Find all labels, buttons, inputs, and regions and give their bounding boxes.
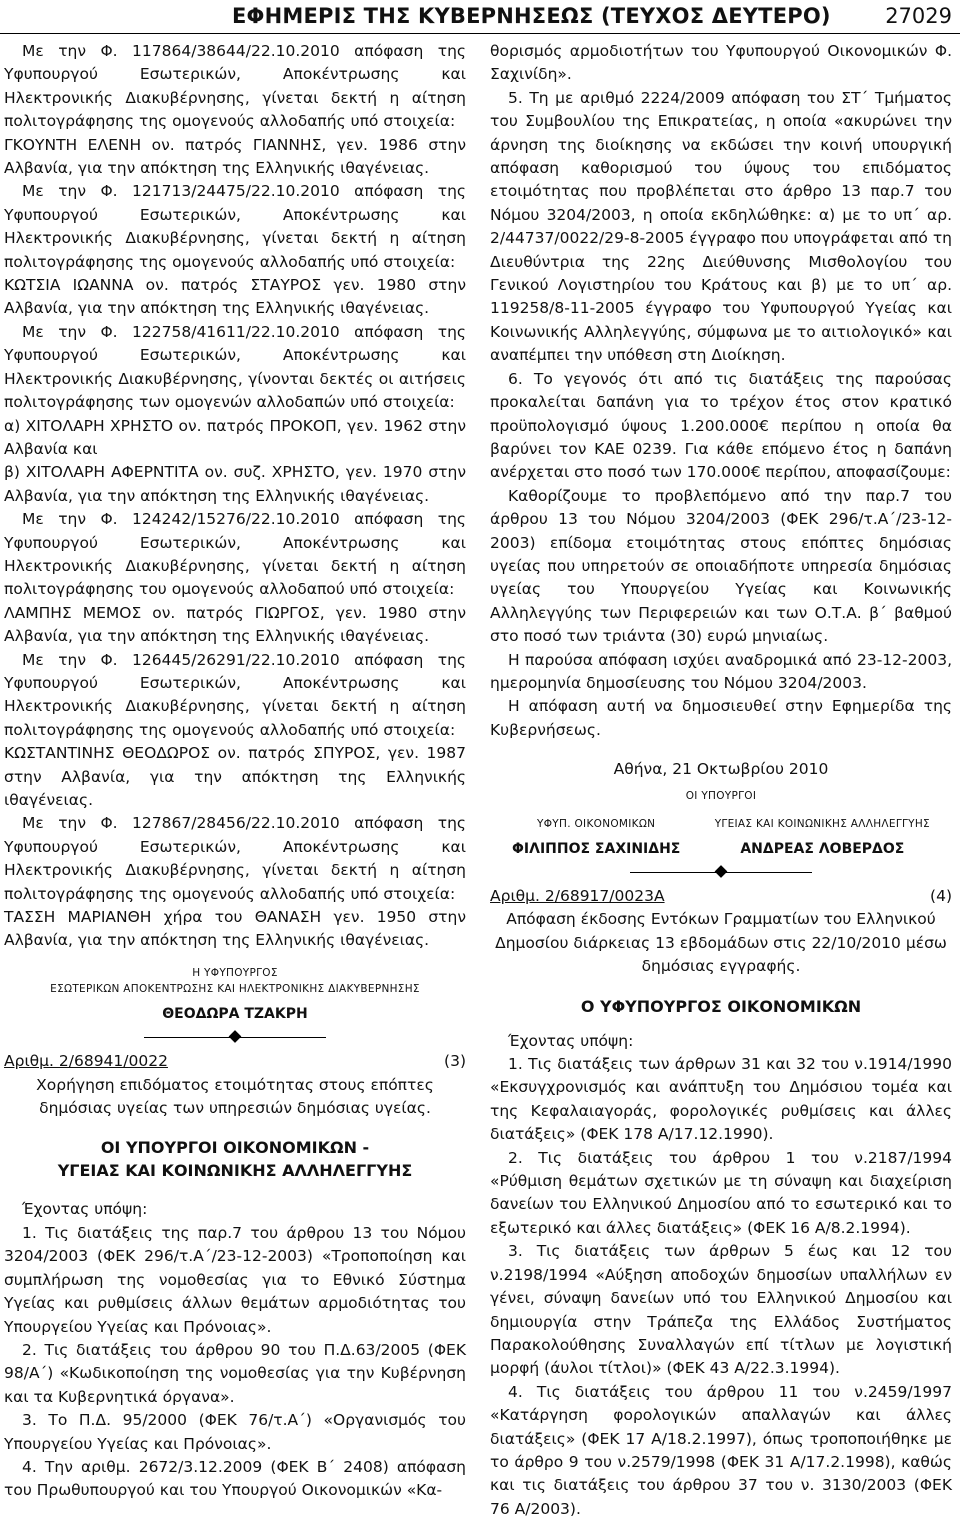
paragraph: Με την Φ. 124242/15276/22.10.2010 απόφαση της Υφυπουργού Εσωτερικών, Αποκέντρωσης και Ηλεκτρονικής Διακυβέρνησης, γίνεται δεκτή η αίτηση πολιτογράφησης του ομογενούς αλλοδαπού υπό στοιχεία: [4, 510, 466, 599]
page-number: 27029 [885, 4, 952, 28]
ministers-heading: ΟΙ ΥΠΟΥΡΓΟΙ ΟΙΚΟΝΟΜΙΚΩΝ - [100, 1138, 370, 1158]
left-column [4, 40, 466, 1503]
page-header [0, 0, 960, 34]
decision-index: (4) [930, 887, 952, 905]
list-item: 1. Τις διατάξεις της παρ.7 του άρθρου 13 του Νόμου 3204/2003 (ΦΕΚ 296/τ.Α΄/23-12-2003) «Τροποποίηση και συμπλήρωση της νομοθεσίας για το Εθνικό Σύστημα Υγείας και ρυθμίσεις άλλων θεμάτων αρμοδιότητας του Υπουργείου Υγείας και Πρόνοιας». [4, 1223, 466, 1336]
decision-number: Αριθμ. 2/68917/0023Α [490, 887, 665, 905]
header-rule [0, 33, 960, 34]
list-item: 1. Τις διατάξεις των άρθρων 31 και 32 του ν.1914/1990 «Εκσυγχρονισμός και ανάπτυξη του Δημόσιου τομέα και της Κεφαλαιαγοράς, φορολογικές ρυθμίσεις και άλλες διατάξεις» (ΦΕΚ 178 Α/17.12.1990). [490, 1055, 952, 1144]
paragraph: ΚΩΣΤΑΝΤΙΝΗΣ ΘΕΟΔΩΡΟΣ ον. πατρός ΣΠΥΡΟΣ, γεν. 1987 στην Αλβανία, για την απόκτηση της Ελληνικής ιθαγένειας. [4, 744, 466, 809]
paragraph: Καθορίζουμε το προβλεπόμενο από την παρ.7 του άρθρου 13 του Νόμου 3204/2003 (ΦΕΚ 296/τ.Α΄/23-12-2003) επίδομα ετοιμότητας στους επόπτες δημόσιας υγείας που υπηρετούν σε οποιαδήποτε υπηρεσία δημόσιας υγείας του Υπουργείου Υγείας και Κοινωνικής Αλληλεγγύης των Περιφερειών και των Ο.Τ.Α. β΄ βαθμού στο ποσό των τριάντα (30) ευρώ μηνιαίως. [490, 486, 952, 646]
right-column [490, 40, 952, 1521]
paragraph: β) ΧΙΤΟΛΑΡΗ ΑΦΕΡΝΤΙΤΑ ον. συζ. ΧΡΗΣΤΟ, γεν. 1970 στην Αλβανία, για την απόκτηση της Ελληνικής ιθαγένειας. [4, 463, 466, 505]
paragraph: Με την Φ. 122758/41611/22.10.2010 απόφαση της Υφυπουργού Εσωτερικών, Αποκέντρωσης και Ηλεκτρονικής Διακυβέρνησης, γίνονται δεκτές οι αιτήσεις πολιτογράφησης των ομογενών αλλοδαπών υπό στοιχεία: [4, 322, 466, 412]
signature-block [715, 816, 930, 861]
minister-heading: Ο ΥΦΥΠΟΥΡΓΟΣ ΟΙΚΟΝΟΜΙΚΩΝ [580, 996, 862, 1016]
paragraph: ΓΚΟΥΝΤΗ ΕΛΕΝΗ ον. πατρός ΓΙΑΝΝΗΣ, γεν. 1986 στην Αλβανία, για την απόκτηση της Ελληνικής ιθαγένειας. [4, 135, 466, 178]
paragraph: Με την Φ. 126445/26291/22.10.2010 απόφαση της Υφυπουργού Εσωτερικών, Αποκέντρωσης και Ηλεκτρονικής Διακυβέρνησης, γίνεται δεκτή η αίτηση πολιτογράφησης της ομογενούς αλλοδαπής υπό στοιχεία: [4, 650, 466, 739]
signatory-role: ΥΓΕΙΑΣ ΚΑΙ ΚΟΙΝΩΝΙΚΗΣ ΑΛΛΗΛΕΓΓΥΗΣ [714, 817, 930, 830]
list-item: 2. Τις διατάξεις του άρθρου 90 του Π.Δ.63/2005 (ΦΕΚ 98/Α΄) «Κωδικοποίηση της νομοθεσίας για την Κυβέρνηση και τα Κυβερνητικά όργανα». [4, 1340, 466, 1406]
paragraph: Με την Φ. 117864/38644/22.10.2010 απόφαση της Υφυπουργού Εσωτερικών, Αποκέντρωσης και Ηλεκτρονικής Διακυβέρνησης, γίνεται δεκτή η αίτηση πολιτογράφησης της ομογενούς αλλοδαπής υπό στοιχεία: [4, 42, 466, 131]
decision-title: Χορήγηση επιδόματος ετοιμότητας στους επόπτες δημόσιας υγείας των υπηρεσιών δημόσιας υγείας. [36, 1075, 434, 1118]
signatory-ministry: ΕΣΩΤΕΡΙΚΩΝ ΑΠΟΚΕΝΤΡΩΣΗΣ ΚΑΙ ΗΛΕΚΤΡΟΝΙΚΗΣ ΔΙΑΚΥΒΕΡΝΗΣΗΣ [50, 982, 420, 995]
decision-title: Απόφαση έκδοσης Εντόκων Γραμματίων του Ελληνικού Δημοσίου διάρκειας 13 εβδομάδων στις 22/10/2010 μέσω δημόσιας εγγραφής. [495, 910, 947, 976]
signatory-role: Η ΥΦΥΠΟΥΡΓΟΣ [192, 966, 278, 979]
ministers-heading-2: ΥΓΕΙΑΣ ΚΑΙ ΚΟΙΝΩΝΙΚΗΣ ΑΛΛΗΛΕΓΓΥΗΣ [57, 1161, 413, 1181]
having-regard-label: Έχοντας υπόψη: [22, 1200, 148, 1219]
signatory-role: ΥΦΥΠ. ΟΙΚΟΝΟΜΙΚΩΝ [537, 817, 656, 830]
paragraph: Η παρούσα απόφαση ισχύει αναδρομικά από 23-12-2003, ημερομηνία δημοσίευσης του Νόμου 3204/2003. [490, 650, 952, 692]
paragraph: Με την Φ. 127867/28456/22.10.2010 απόφαση της Υφυπουργού Εσωτερικών, Αποκέντρωσης και Ηλεκτρονικής Διακυβέρνησης, γίνεται δεκτή η αίτηση πολιτογράφησης της ομογενούς αλλοδαπής υπό στοιχεία: [4, 814, 466, 903]
signatory-name: ΑΝΔΡΕΑΣ ΛΟΒΕΡΔΟΣ [740, 840, 905, 857]
paragraph: 5. Τη με αριθμό 2224/2009 απόφαση του ΣΤ΄ Τμήματος του Συμβουλίου της Επικρατείας, η οποία «ακυρώνει την άρνηση της διοίκησης να εκδώσει την κοινή υπουργική απόφαση καθορισμού του ύψους του επιδόματος ετοιμότητας που προβλέπεται στο άρθρο 13 παρ.7 του Νόμου 3204/2003, η οποία εκδηλώθηκε: α) με το υπ΄ αρ. 2/44737/0022/29-8-2005 έγγραφο που υπογράφεται από τη Διευθύντρια της 22ης Διεύθυνσης Μισθολογίου του Γενικού Λογιστηρίου του Κράτους και β) με το υπ΄ αρ. 119258/8-11-2005 έγγραφο του Υφυπουργού Υγείας και Κοινωνικής Αλληλεγγύης, σύμφωνα με το αιτιολογικό» και αναπέμπει την υπόθεση στη Διοίκηση. [490, 88, 953, 365]
paragraph: Με την Φ. 121713/24475/22.10.2010 απόφαση της Υφυπουργού Εσωτερικών, Αποκέντρωσης και Ηλεκτρονικής Διακυβέρνησης, γίνεται δεκτή η αίτηση πολιτογράφησης της ομογενούς αλλοδαπής υπό στοιχεία: [4, 182, 466, 271]
list-item: 2. Τις διατάξεις του άρθρου 1 του ν.2187/1994 «Ρύθμιση θεμάτων σχετικών με τη σύναψη και διαχείριση δανείων του Ελληνικού Δημοσίου από το εσωτερικό και το εξωτερικό και άλλες διατάξεις» (ΦΕΚ 16 Α/8.2.1994). [490, 1148, 952, 1237]
list-item: 3. Το Π.Δ. 95/2000 (ΦΕΚ 76/τ.Α΄) «Οργανισμός του Υπουργείου Υγείας και Πρόνοιας». [4, 1411, 466, 1453]
signatory-name: ΦΙΛΙΠΠΟΣ ΣΑΧΙΝΙΔΗΣ [512, 840, 681, 857]
paragraph: ΚΩΤΣΙΑ ΙΩΑΝΝΑ ον. πατρός ΣΤΑΥΡΟΣ γεν. 1980 στην Αλβανία, για την απόκτηση της Ελληνικής ιθαγένειας. [4, 276, 466, 318]
paragraph: α) ΧΙΤΟΛΑΡΗ ΧΡΗΣΤΟ ον. πατρός ΠΡΟΚΟΠ, γεν. 1962 στην Αλβανία και [4, 416, 466, 458]
date-line: Αθήνα, 21 Οκτωβρίου 2010 [613, 760, 829, 779]
list-item: 4. Την αριθμ. 2672/3.12.2009 (ΦΕΚ Β΄ 2408) απόφαση του Πρωθυπουργού και του Υπουργού Οικονομικών «Κα- [4, 1457, 466, 1500]
gazette-title: ΕΦΗΜΕΡΙΣ ΤΗΣ ΚΥΒΕΡΝΗΣΕΩΣ (ΤΕΥΧΟΣ ΔΕΥΤΕΡΟ) [232, 4, 831, 28]
paragraph: ΛΑΜΠΗΣ ΜΕΜΟΣ ον. πατρός ΓΙΩΡΓΟΣ, γεν. 1980 στην Αλβανία, για την απόκτηση της Ελληνικής ιθαγένειας. [4, 603, 466, 646]
paragraph: 6. Το γεγονός ότι από τις διατάξεις της παρούσας προκαλείται δαπάνη για το τρέχον έτος στον κρατικό προϋπολογισμό ύψους 1.200.000€ περίπου η οποία θα βαρύνει τον ΚΑΕ 0239. Για κάθε επόμενο έτος η δαπάνη ανέρχεται στο ποσό των 170.000€ περίπου, αποφασίζουμε: [490, 369, 952, 482]
paragraph: ΤΑΣΣΗ ΜΑΡΙΑΝΘΗ χήρα του ΘΑΝΑΣΗ γεν. 1950 στην Αλβανία, για την απόκτηση της Ελληνικής ιθαγένειας. [4, 908, 466, 950]
list-item: 4. Τις διατάξεις του άρθρου 11 του ν.2459/1997 «Κατάργηση φορολογικών απαλλαγών και άλλες διατάξεις» (ΦΕΚ 17 Α/18.2.1997), όπως τροποποιήθηκε με το άρθρο 9 του ν.2579/1998 (ΦΕΚ 31 Α/17.2.1998), καθώς και τις διατάξεις του άρθρου 37 του ν. 3130/2003 (ΦΕΚ 76 Α/2003). [490, 1382, 952, 1518]
section-separator [490, 865, 952, 879]
paragraph: Η απόφαση αυτή να δημοσιευθεί στην Εφημερίδα της Κυβερνήσεως. [490, 697, 952, 739]
decision-number-row [490, 885, 952, 908]
signatures [490, 816, 952, 861]
list-item: 3. Τις διατάξεις των άρθρων 5 έως και 12 του ν.2198/1994 «Αύξηση αποδοχών δημοσίων υπαλλήλων εν γένει, σύναψη δανείων υπό του Ελληνικού Δημοσίου και δημιουργία στην Τράπεζα της Ελλάδος Συστήματος Παρακολούθησης Συναλλαγών επί τίτλων με λογιστική μορφή (άυλοι τίτλοι)» (ΦΕΚ 43 Α/22.3.1994). [490, 1242, 952, 1378]
decision-number: Αριθμ. 2/68941/0022 [4, 1052, 168, 1071]
paragraph: θορισμός αρμοδιοτήτων του Υφυπουργού Οικονομικών Φ. Σαχινίδη». [490, 42, 952, 84]
signature-block [512, 816, 680, 861]
ministers-label: ΟΙ ΥΠΟΥΡΓΟΙ [685, 789, 757, 802]
section-separator [4, 1030, 466, 1044]
decision-number-row [4, 1050, 466, 1073]
having-regard-label: Έχοντας υπόψη: [508, 1031, 634, 1050]
signatory-name: ΘΕΟΔΩΡΑ ΤΖΑΚΡΗ [162, 1005, 308, 1022]
decision-index: (3) [444, 1052, 466, 1071]
